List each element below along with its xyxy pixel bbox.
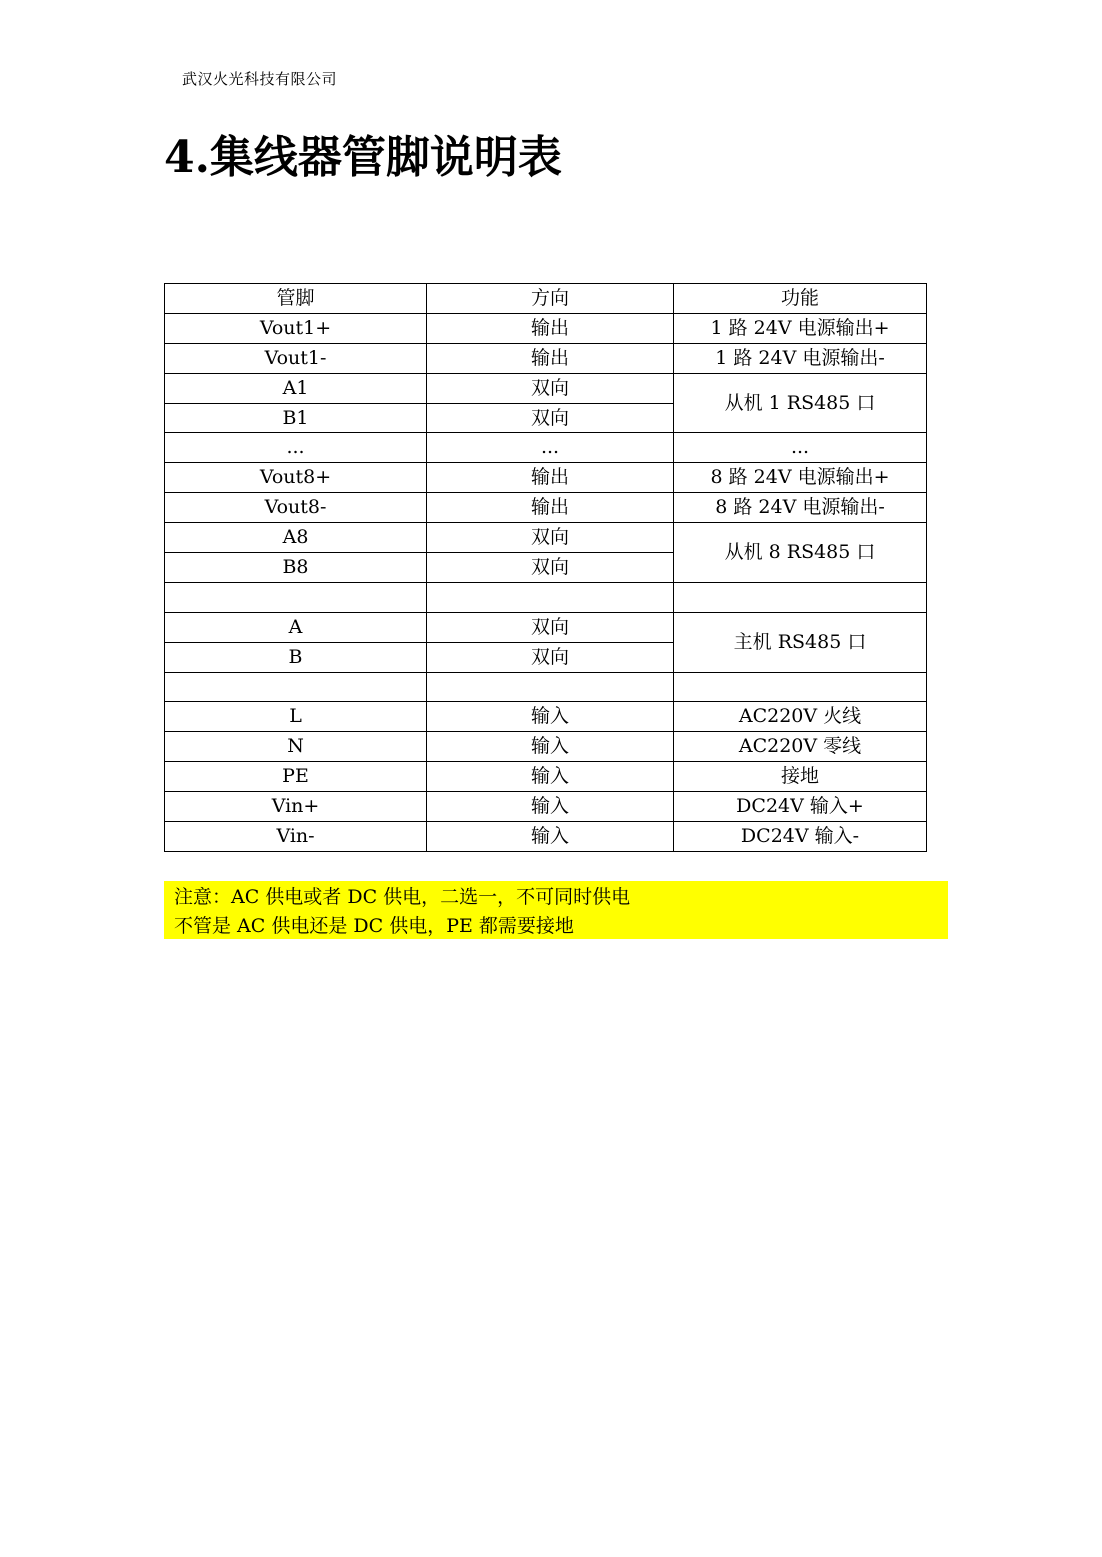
function-cell: 主机 RS485 口 xyxy=(674,612,927,672)
function-cell xyxy=(674,582,927,612)
direction-cell: ... xyxy=(427,433,674,463)
pin-table xyxy=(164,283,927,852)
table-header-row xyxy=(165,284,927,314)
direction-cell xyxy=(427,582,674,612)
direction-cell: 双向 xyxy=(427,642,674,672)
direction-cell: 双向 xyxy=(427,403,674,433)
table-row xyxy=(165,612,927,642)
direction-cell: 双向 xyxy=(427,612,674,642)
pin-cell xyxy=(165,672,427,702)
direction-cell: 输入 xyxy=(427,762,674,792)
function-cell: 8 路 24V 电源输出+ xyxy=(674,463,927,493)
table-row xyxy=(165,523,927,553)
direction-cell: 双向 xyxy=(427,523,674,553)
function-cell: DC24V 输入- xyxy=(674,822,927,852)
header-pin: 管脚 xyxy=(165,284,427,314)
function-cell: 8 路 24V 电源输出- xyxy=(674,493,927,523)
direction-cell: 输出 xyxy=(427,313,674,343)
pin-cell: Vin+ xyxy=(165,792,427,822)
pin-cell: A8 xyxy=(165,523,427,553)
pin-cell: A1 xyxy=(165,373,427,403)
table-row xyxy=(165,732,927,762)
table-row xyxy=(165,463,927,493)
function-cell xyxy=(674,672,927,702)
direction-cell: 双向 xyxy=(427,373,674,403)
pin-cell: Vout8- xyxy=(165,493,427,523)
table-row xyxy=(165,792,927,822)
function-cell: AC220V 火线 xyxy=(674,702,927,732)
table-row xyxy=(165,762,927,792)
pin-cell: PE xyxy=(165,762,427,792)
function-cell: 从机 1 RS485 口 xyxy=(674,373,927,433)
direction-cell xyxy=(427,672,674,702)
pin-cell: A xyxy=(165,612,427,642)
direction-cell: 输出 xyxy=(427,463,674,493)
table-row xyxy=(165,822,927,852)
table-row xyxy=(165,373,927,403)
pin-cell: B xyxy=(165,642,427,672)
header-function: 功能 xyxy=(674,284,927,314)
table-row xyxy=(165,313,927,343)
page-title: 4.集线器管脚说明表 xyxy=(164,132,562,183)
function-cell: AC220V 零线 xyxy=(674,732,927,762)
header-direction: 方向 xyxy=(427,284,674,314)
pin-cell: N xyxy=(165,732,427,762)
direction-cell: 输入 xyxy=(427,732,674,762)
function-cell: 从机 8 RS485 口 xyxy=(674,523,927,583)
table-row xyxy=(165,672,927,702)
pin-cell: B8 xyxy=(165,553,427,583)
direction-cell: 输入 xyxy=(427,792,674,822)
function-cell: 接地 xyxy=(674,762,927,792)
direction-cell: 输入 xyxy=(427,702,674,732)
direction-cell: 输出 xyxy=(427,493,674,523)
pin-cell: L xyxy=(165,702,427,732)
function-cell: ... xyxy=(674,433,927,463)
direction-cell: 双向 xyxy=(427,553,674,583)
direction-cell: 输出 xyxy=(427,343,674,373)
pin-cell: ... xyxy=(165,433,427,463)
table-row xyxy=(165,343,927,373)
pin-cell: Vout1- xyxy=(165,343,427,373)
note-line: 不管是 AC 供电还是 DC 供电，PE 都需要接地 xyxy=(174,915,574,937)
pin-cell: Vout1+ xyxy=(165,313,427,343)
pin-cell: Vin- xyxy=(165,822,427,852)
table-row xyxy=(165,433,927,463)
note-line: 注意：AC 供电或者 DC 供电，二选一，不可同时供电 xyxy=(174,886,631,908)
table-row xyxy=(165,702,927,732)
pin-cell: Vout8+ xyxy=(165,463,427,493)
table-row xyxy=(165,493,927,523)
company-header: 武汉火光科技有限公司 xyxy=(182,70,338,88)
function-cell: 1 路 24V 电源输出+ xyxy=(674,313,927,343)
table-row xyxy=(165,582,927,612)
pin-cell xyxy=(165,582,427,612)
function-cell: DC24V 输入+ xyxy=(674,792,927,822)
power-note xyxy=(164,881,948,939)
direction-cell: 输入 xyxy=(427,822,674,852)
pin-cell: B1 xyxy=(165,403,427,433)
function-cell: 1 路 24V 电源输出- xyxy=(674,343,927,373)
